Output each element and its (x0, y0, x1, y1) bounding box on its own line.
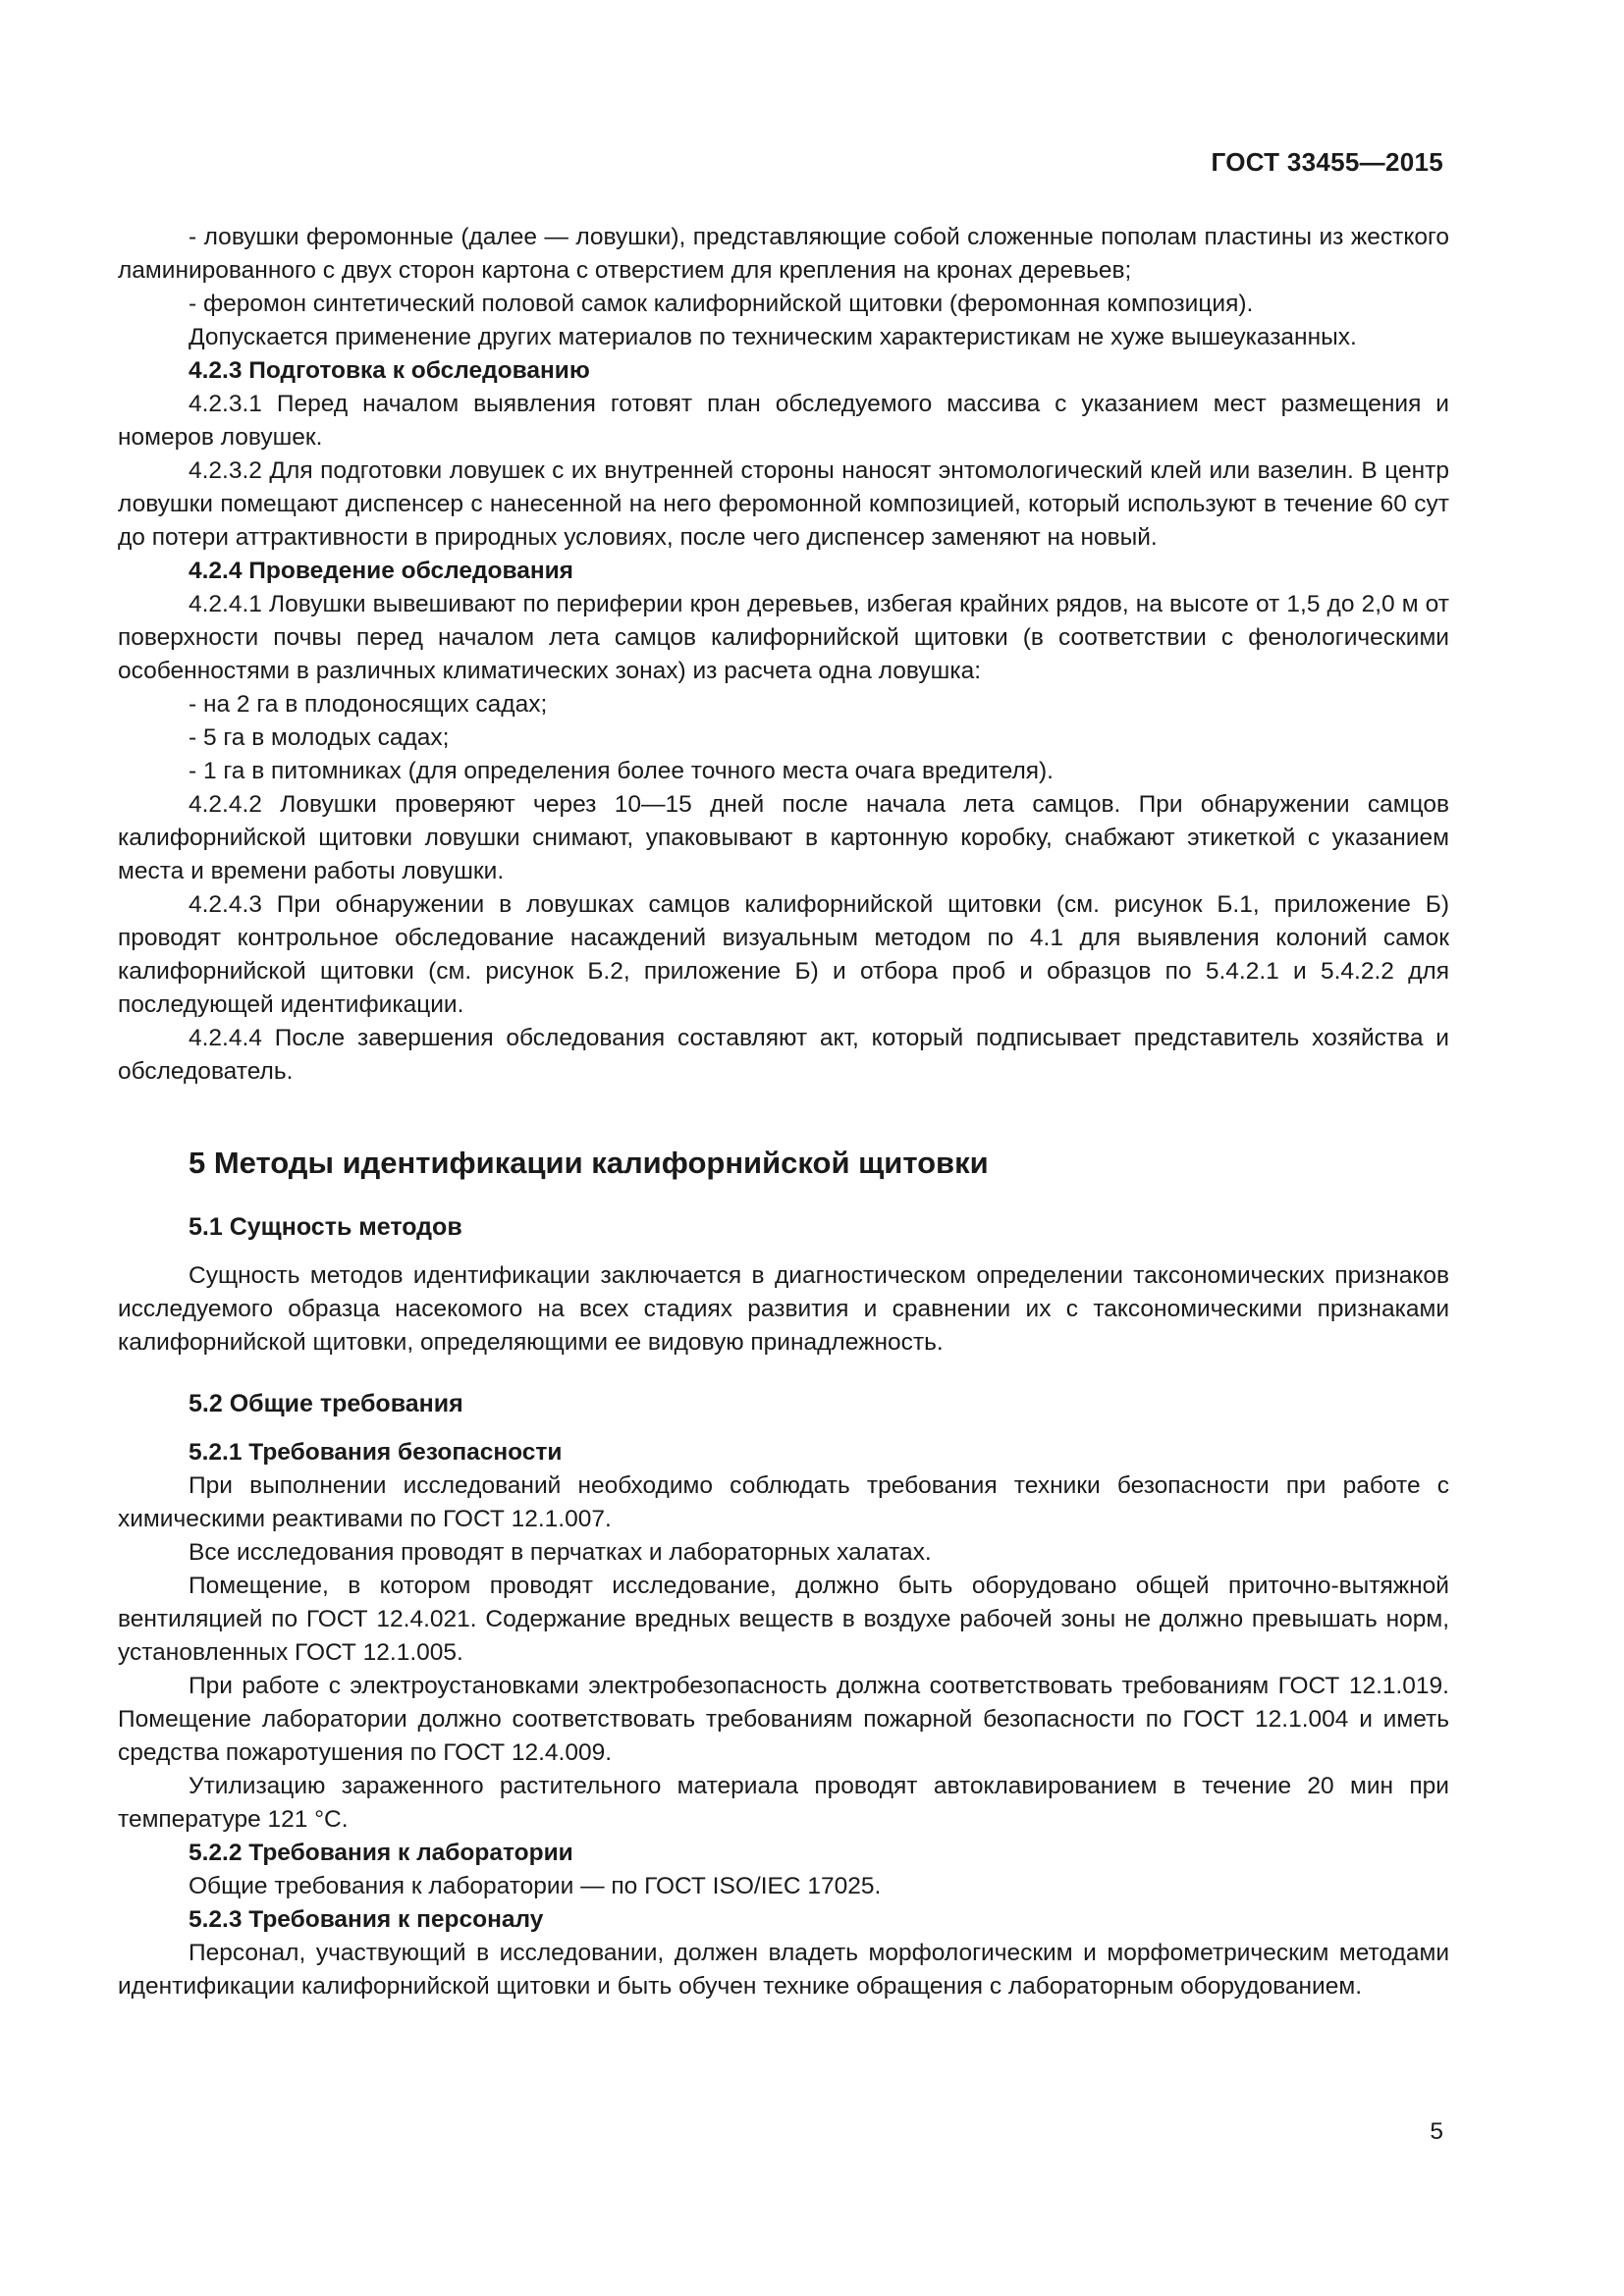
paragraph: При работе с электроустановками электробезопасность должна соответствовать требованиям ГОСТ 12.1.019. Помещение лаборатории должно соответствовать требованиям пожарной безопасности по ГОСТ 12.1.004 и иметь средства пожаротушения по ГОСТ 12.4.009. (118, 1673, 1449, 1766)
page-number: 5 (1430, 2118, 1443, 2145)
paragraph: - 1 га в питомниках (для определения более точного места очага вредителя). (189, 758, 1054, 784)
paragraph: Общие требования к лаборатории — по ГОСТ ISO/IEC 17025. (189, 1873, 882, 1899)
paragraph: 4.2.3.2 Для подготовки ловушек с их внутренней стороны наносят энтомологический клей или вазелин. В центр ловушки помещают диспенсер с нанесенной на него феромонной композицией, который используют в течение 60 сут до потери аттрактивности в природных условиях, после чего диспенсер заменяют на новый. (118, 457, 1449, 551)
paragraph: - на 2 га в плодоносящих садах; (189, 691, 548, 718)
paragraph: 4.2.4.3 При обнаружении в ловушках самцов калифорнийской щитовки (см. рисунок Б.1, приложение Б) проводят контрольное обследование насаждений визуальным методом по 4.1 для выявления колоний самок калифорнийской щитовки (см. рисунок Б.2, приложение Б) и отбора проб и образцов по 5.4.2.1 и 5.4.2.2 для последующей идентификации. (118, 891, 1449, 1018)
subsection-heading: 4.2.4 Проведение обследования (189, 558, 573, 584)
paragraph: 4.2.4.4 После завершения обследования составляют акт, который подписывает представитель хозяйства и обследователь. (118, 1025, 1449, 1085)
paragraph: - 5 га в молодых садах; (189, 724, 450, 751)
subsection-title: 5.1 Сущность методов (189, 1213, 462, 1241)
paragraph: Помещение, в котором проводят исследование, должно быть оборудовано общей приточно-вытяжной вентиляцией по ГОСТ 12.4.021. Содержание вредных веществ в воздухе рабочей зоны не должно превышать норм, установленных ГОСТ 12.1.005. (118, 1573, 1449, 1666)
paragraph: Утилизацию зараженного растительного материала проводят автоклавированием в течение 20 мин при температуре 121 °С. (118, 1773, 1449, 1833)
subsection-heading: 4.2.3 Подготовка к обследованию (189, 357, 590, 384)
paragraph: 4.2.3.1 Перед началом выявления готовят план обследуемого массива с указанием мест размещения и номеров ловушек. (118, 391, 1449, 451)
paragraph: - ловушки феромонные (далее — ловушки), представляющие собой сложенные пополам пластины из жесткого ламинированного с двух сторон картона с отверстием для крепления на кронах деревьев; (118, 224, 1449, 284)
paragraph: Все исследования проводят в перчатках и лабораторных халатах. (189, 1539, 932, 1566)
subsection-heading: 5.2.3 Требования к персоналу (189, 1906, 544, 1933)
section-heading: 5 Методы идентификации калифорнийской щитовки (189, 1146, 989, 1180)
subsection-heading: 5.2.2 Требования к лаборатории (189, 1840, 573, 1866)
paragraph: - феромон синтетический половой самок калифорнийской щитовки (феромонная композиция). (189, 291, 1254, 317)
paragraph: Персонал, участвующий в исследовании, должен владеть морфологическим и морфометрическим методами идентификации калифорнийской щитовки и быть обучен технике обращения с лабораторным оборудованием. (118, 1940, 1449, 2000)
paragraph: 4.2.4.1 Ловушки вывешивают по периферии крон деревьев, избегая крайних рядов, на высоте от 1,5 до 2,0 м от поверхности почвы перед началом лета самцов калифорнийской щитовки (в соответствии с фенологическими особенностями в различных климатических зонах) из расчета одна ловушка: (118, 591, 1449, 684)
document-body (118, 221, 1449, 2003)
subsection-title: 5.2 Общие требования (189, 1390, 463, 1417)
paragraph: Сущность методов идентификации заключается в диагностическом определении таксономических признаков исследуемого образца насекомого на всех стадиях развития и сравнении их с таксономическими признаками калифорнийской щитовки, определяющими ее видовую принадлежность. (118, 1262, 1449, 1356)
document-header: ГОСТ 33455—2015 (1211, 147, 1443, 177)
subsection-heading: 5.2.1 Требования безопасности (189, 1439, 563, 1466)
paragraph: Допускается применение других материалов по техническим характеристикам не хуже вышеуказанных. (189, 324, 1357, 350)
paragraph: При выполнении исследований необходимо соблюдать требования техники безопасности при работе с химическими реактивами по ГОСТ 12.1.007. (118, 1472, 1449, 1532)
paragraph: 4.2.4.2 Ловушки проверяют через 10—15 дней после начала лета самцов. При обнаружении самцов калифорнийской щитовки ловушки снимают, упаковывают в картонную коробку, снабжают этикеткой с указанием места и времени работы ловушки. (118, 791, 1449, 884)
